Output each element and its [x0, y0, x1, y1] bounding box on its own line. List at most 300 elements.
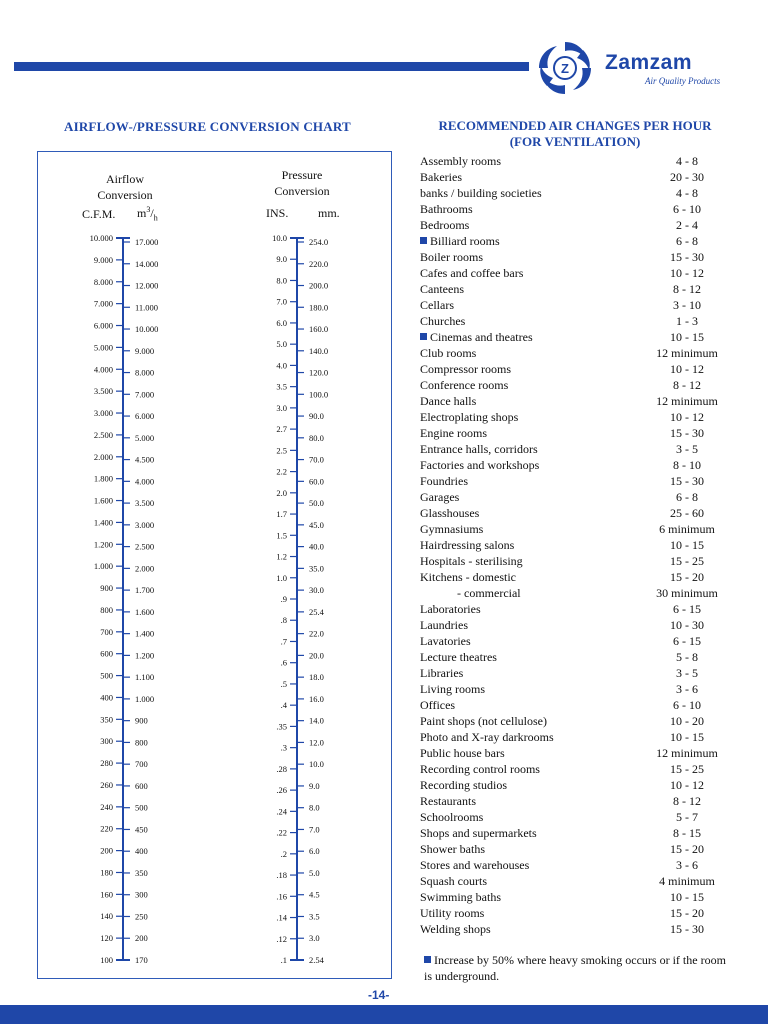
rate-row [420, 905, 730, 921]
rate-row [420, 857, 730, 873]
rate-room-label: Living rooms [420, 682, 485, 696]
rate-value: 6 minimum [659, 522, 715, 536]
rate-room-name [420, 729, 554, 745]
rate-value: 6 - 15 [673, 602, 701, 616]
rate-room-label: Garages [420, 490, 460, 504]
rate-value: 15 - 20 [670, 842, 704, 856]
left-tick-label: 400 [100, 692, 113, 703]
rate-room-name [420, 345, 476, 361]
right-tick-label: 400 [135, 846, 148, 857]
rate-row [420, 921, 730, 937]
right-tick-label: 254.0 [309, 237, 329, 247]
rate-row [420, 697, 730, 713]
left-tick-label: 9.0 [276, 254, 287, 265]
rate-room-name [420, 521, 483, 537]
rate-room-name [420, 905, 484, 921]
right-tick-label: 45.0 [309, 519, 324, 530]
left-tick-label: .6 [280, 657, 287, 668]
rate-room-label: Public house bars [420, 746, 505, 760]
rate-room-name [457, 585, 521, 601]
left-tick-label: .35 [276, 721, 287, 732]
rate-row [420, 281, 730, 297]
left-tick-label: 1.0 [276, 572, 287, 583]
left-tick-label: 240 [100, 801, 113, 812]
right-tick-label: 170 [135, 955, 148, 965]
rate-room-label: Squash courts [420, 874, 487, 888]
rate-room-label: Swimming baths [420, 890, 502, 904]
rate-value: 12 minimum [656, 394, 718, 408]
rate-value: 6 - 10 [673, 202, 701, 216]
right-tick-label: 200 [135, 933, 148, 944]
rate-room-label: Stores and warehouses [420, 858, 530, 872]
rate-room-name [420, 409, 518, 425]
right-tick-label: 6.000 [135, 411, 155, 422]
rate-room-label: Lavatories [420, 634, 471, 648]
right-tick-label: 220.0 [309, 258, 329, 269]
rate-row [420, 409, 730, 425]
rate-room-label: Laboratories [420, 602, 481, 616]
square-bullet-icon [420, 333, 427, 340]
rate-row [420, 297, 730, 313]
rate-value: 4 - 8 [676, 154, 698, 168]
rate-value: 10 - 15 [670, 890, 704, 904]
left-tick-label: .7 [280, 636, 287, 647]
left-tick-label: .28 [276, 763, 287, 774]
rate-value: 10 - 12 [670, 778, 704, 792]
rate-room-name [420, 313, 465, 329]
left-tick-label: 1.400 [93, 517, 113, 528]
rate-room-label: Cafes and coffee bars [420, 266, 524, 280]
rate-value: 6 - 8 [676, 490, 698, 504]
rate-room-label: Laundries [420, 618, 468, 632]
rate-row [420, 889, 730, 905]
air-changes-title-line1: RECOMMENDED AIR CHANGES PER HOUR [438, 118, 712, 133]
right-tick-label: 350 [135, 867, 148, 878]
rate-room-name [420, 217, 469, 233]
rate-room-label: Schoolrooms [420, 810, 484, 824]
right-tick-label: 50.0 [309, 498, 324, 509]
right-tick-label: 450 [135, 824, 148, 835]
rate-value: 30 minimum [656, 586, 718, 600]
left-tick-label: 8.0 [276, 275, 287, 286]
rate-row [420, 505, 730, 521]
rate-row [420, 313, 730, 329]
rate-row [420, 377, 730, 393]
rate-room-label: Foundries [420, 474, 468, 488]
rate-row [420, 521, 730, 537]
right-tick-label: 4.000 [135, 476, 155, 487]
rate-room-name [420, 281, 464, 297]
rate-room-label: Billiard rooms [430, 234, 500, 248]
left-tick-label: 2.500 [93, 429, 113, 440]
rate-room-label: Cinemas and theatres [430, 330, 533, 344]
rate-row [420, 649, 730, 665]
rate-value: 1 - 3 [676, 314, 698, 328]
right-tick-label: 14.000 [135, 258, 159, 269]
left-tick-label: 280 [100, 758, 113, 769]
right-tick-label: 12.000 [135, 280, 159, 291]
left-tick-label: 3.0 [276, 402, 287, 413]
rate-row [420, 841, 730, 857]
rate-row [420, 233, 730, 249]
rate-room-label: Compressor rooms [420, 362, 511, 376]
rate-room-label: Utility rooms [420, 906, 485, 920]
air-changes-title-line2: (FOR VENTILATION) [509, 134, 641, 149]
left-tick-label: 1.600 [93, 495, 113, 506]
rate-room-name [420, 713, 547, 729]
rate-row [420, 553, 730, 569]
rate-room-name [420, 617, 468, 633]
right-tick-label: 7.000 [135, 389, 155, 400]
rate-room-name [420, 329, 533, 345]
rate-room-label: Kitchens - domestic [420, 570, 516, 584]
rate-room-label: banks / building societies [420, 186, 542, 200]
left-tick-label: 1.800 [93, 473, 113, 484]
left-tick-label: .12 [276, 933, 287, 944]
left-tick-label: 1.200 [93, 539, 113, 550]
left-tick-label: 2.5 [276, 445, 287, 456]
rate-room-label: Recording control rooms [420, 762, 540, 776]
rate-value: 15 - 25 [670, 762, 704, 776]
right-tick-label: 5.000 [135, 432, 155, 443]
rate-value: 3 - 6 [676, 682, 698, 696]
right-tick-label: 2.500 [135, 541, 155, 552]
left-tick-label: 2.7 [276, 424, 287, 435]
rate-value: 10 - 15 [670, 538, 704, 552]
left-tick-label: 700 [100, 626, 113, 637]
left-tick-label: .1 [280, 955, 287, 965]
airflow-unit-m3h: $m^3/_h$ [137, 205, 158, 223]
right-tick-label: 16.0 [309, 693, 324, 704]
left-tick-label: 300 [100, 736, 113, 747]
right-tick-label: 1.200 [135, 650, 155, 661]
rate-value: 3 - 6 [676, 858, 698, 872]
rate-room-label: Canteens [420, 282, 464, 296]
rate-room-name [420, 361, 511, 377]
rate-room-name [420, 745, 505, 761]
right-tick-label: 2.54 [309, 955, 324, 965]
right-tick-label: 500 [135, 802, 148, 813]
rate-room-name [420, 601, 481, 617]
rate-value: 5 - 7 [676, 810, 698, 824]
right-tick-label: 10.0 [309, 759, 324, 770]
rate-value: 10 - 12 [670, 266, 704, 280]
right-tick-label: 300 [135, 889, 148, 900]
rate-value: 15 - 20 [670, 570, 704, 584]
rate-room-name [420, 457, 539, 473]
airflow-heading-line2: Conversion [97, 188, 153, 202]
airflow-unit-cfm: C.F.M. [82, 207, 116, 221]
rate-room-name [420, 297, 454, 313]
air-changes-title [405, 118, 745, 150]
rate-row [420, 825, 730, 841]
rate-row [420, 489, 730, 505]
rate-value: 12 minimum [656, 746, 718, 760]
left-tick-label: 140 [100, 911, 113, 922]
rate-value: 10 - 20 [670, 714, 704, 728]
right-tick-label: 4.5 [309, 889, 320, 900]
rate-value: 6 - 10 [673, 698, 701, 712]
rate-row [420, 633, 730, 649]
right-tick-label: 18.0 [309, 672, 324, 683]
rate-room-label: Bakeries [420, 170, 462, 184]
conversion-chart-title: AIRFLOW-/PRESSURE CONVERSION CHART [64, 119, 351, 134]
rate-value: 3 - 10 [673, 298, 701, 312]
rate-room-name [420, 393, 476, 409]
left-tick-label: 5.0 [276, 339, 287, 350]
rate-value: 4 - 8 [676, 186, 698, 200]
right-tick-label: 1.600 [135, 606, 155, 617]
rate-value: 3 - 5 [676, 442, 698, 456]
left-tick-label: 220 [100, 823, 113, 834]
rate-row [420, 345, 730, 361]
rate-room-name [420, 569, 516, 585]
rate-row [420, 713, 730, 729]
left-tick-label: 900 [100, 583, 113, 594]
right-tick-label: 2.000 [135, 563, 155, 574]
rate-room-name [420, 169, 462, 185]
rate-row [420, 473, 730, 489]
rate-room-name [420, 777, 507, 793]
left-tick-label: .2 [280, 848, 287, 859]
rate-row [420, 425, 730, 441]
right-tick-label: 140.0 [309, 345, 329, 356]
rate-room-label: Cellars [420, 298, 454, 312]
left-tick-label: 6.0 [276, 317, 287, 328]
pressure-unit-mm: mm. [318, 206, 340, 220]
rate-room-name [420, 441, 538, 457]
left-tick-label: .3 [280, 742, 287, 753]
rate-room-name [420, 377, 508, 393]
right-tick-label: 9.000 [135, 345, 155, 356]
rate-room-name [420, 697, 455, 713]
rate-value: 25 - 60 [670, 506, 704, 520]
right-tick-label: 200.0 [309, 280, 329, 291]
rate-row [420, 569, 730, 585]
rate-value: 2 - 4 [676, 218, 698, 232]
brand-name: Zamzam [605, 51, 693, 74]
rate-room-label: Factories and workshops [420, 458, 540, 472]
rate-room-name [420, 841, 485, 857]
rate-value: 4 minimum [659, 874, 715, 888]
rate-value: 6 - 15 [673, 634, 701, 648]
rate-room-label: Welding shops [420, 922, 491, 936]
square-bullet-icon [420, 237, 427, 244]
rate-room-label: Gymnasiums [420, 522, 484, 536]
rate-room-name [420, 665, 463, 681]
left-tick-label: 10.0 [272, 233, 287, 243]
right-tick-label: 7.0 [309, 824, 320, 835]
left-tick-label: .22 [276, 827, 287, 838]
rate-value: 10 - 12 [670, 410, 704, 424]
right-tick-label: 70.0 [309, 454, 324, 465]
brand-tagline: Air Quality Products [645, 76, 721, 86]
left-tick-label: .18 [276, 870, 287, 881]
rate-room-label: Lecture theatres [420, 650, 497, 664]
right-tick-label: 80.0 [309, 432, 324, 443]
left-tick-label: 1.5 [276, 530, 287, 541]
rate-row [420, 329, 730, 345]
rate-value: 15 - 20 [670, 906, 704, 920]
rate-row [420, 361, 730, 377]
left-tick-label: 1.2 [276, 551, 287, 562]
rate-room-label: Engine rooms [420, 426, 487, 440]
rate-row [420, 777, 730, 793]
left-tick-label: .24 [276, 806, 287, 817]
rate-room-label: Electroplating shops [420, 410, 519, 424]
right-tick-label: 1.100 [135, 672, 155, 683]
rate-room-name [420, 201, 473, 217]
rate-row [420, 745, 730, 761]
left-tick-label: .9 [280, 594, 287, 604]
rate-room-name [420, 425, 487, 441]
rate-room-name [420, 793, 476, 809]
rate-row [420, 185, 730, 201]
rate-room-label: Boiler rooms [420, 250, 483, 264]
rate-row [420, 217, 730, 233]
rate-room-label: Churches [420, 314, 466, 328]
rate-room-label: Assembly rooms [420, 154, 501, 168]
left-tick-label: 7.0 [276, 296, 287, 307]
left-tick-label: .8 [280, 615, 287, 626]
rate-value: 15 - 25 [670, 554, 704, 568]
rate-row [420, 537, 730, 553]
rate-room-name [420, 649, 497, 665]
rate-room-label: Photo and X-ray darkrooms [420, 730, 554, 744]
rate-room-label: Conference rooms [420, 378, 509, 392]
right-tick-label: 9.0 [309, 780, 320, 791]
right-tick-label: 10.000 [135, 324, 159, 335]
rate-room-label: - commercial [457, 586, 521, 600]
right-tick-label: 1.400 [135, 628, 155, 639]
footer-rule [0, 1005, 768, 1024]
rate-value: 15 - 30 [670, 922, 704, 936]
rate-room-label: Libraries [420, 666, 464, 680]
right-tick-label: 100.0 [309, 389, 329, 400]
rate-room-label: Hairdressing salons [420, 538, 515, 552]
rate-value: 8 - 10 [673, 458, 701, 472]
rate-row [420, 169, 730, 185]
rate-room-name [420, 825, 537, 841]
rate-value: 8 - 15 [673, 826, 701, 840]
unit-m: m [137, 206, 147, 220]
airflow-heading-line1: Airflow [106, 172, 144, 186]
rate-row [420, 153, 730, 169]
rate-room-name [420, 537, 514, 553]
right-tick-label: 120.0 [309, 367, 329, 378]
left-tick-label: .14 [276, 912, 287, 923]
rate-row [420, 601, 730, 617]
left-tick-label: 2.2 [276, 466, 287, 477]
rate-room-label: Offices [420, 698, 456, 712]
right-tick-label: 160.0 [309, 324, 329, 335]
right-tick-label: 6.0 [309, 846, 320, 857]
rate-row [420, 873, 730, 889]
rate-room-label: Bedrooms [420, 218, 470, 232]
left-tick-label: 800 [100, 604, 113, 615]
rate-room-name [420, 857, 529, 873]
left-tick-label: 3.000 [93, 408, 113, 419]
right-tick-label: 1.700 [135, 585, 155, 596]
rate-room-name [420, 873, 487, 889]
rate-room-label: Glasshouses [420, 506, 480, 520]
rate-room-name [420, 921, 491, 937]
right-tick-label: 40.0 [309, 541, 324, 552]
rate-room-label: Bathrooms [420, 202, 473, 216]
left-tick-label: 500 [100, 670, 113, 681]
right-tick-label: 3.500 [135, 498, 155, 509]
left-tick-label: 160 [100, 889, 113, 900]
rate-value: 12 minimum [656, 346, 718, 360]
right-tick-label: 90.0 [309, 411, 324, 422]
unit-sub: h [153, 213, 158, 223]
rate-room-name [420, 489, 459, 505]
left-tick-label: 9.000 [93, 254, 113, 265]
right-tick-label: 800 [135, 737, 148, 748]
right-tick-label: 700 [135, 759, 148, 770]
pressure-unit-ins: INS. [266, 206, 289, 220]
rate-room-name [420, 249, 483, 265]
rate-room-name [420, 505, 479, 521]
right-tick-label: 30.0 [309, 585, 324, 596]
rate-value: 15 - 30 [670, 250, 704, 264]
left-tick-label: 350 [100, 714, 113, 725]
right-tick-label: 8.000 [135, 367, 155, 378]
right-tick-label: 17.000 [135, 237, 159, 247]
rate-room-name [420, 553, 523, 569]
left-tick-label: .5 [280, 678, 287, 689]
rate-room-label: Shops and supermarkets [420, 826, 537, 840]
page-number: -14- [368, 988, 390, 1002]
rate-room-label: Dance halls [420, 394, 477, 408]
unit-sup: 3 [146, 205, 151, 214]
right-tick-label: 3.5 [309, 911, 320, 922]
rate-row [420, 585, 730, 601]
rate-row [420, 617, 730, 633]
left-tick-label: 8.000 [93, 276, 113, 287]
rate-room-name [420, 153, 501, 169]
rate-room-name [420, 185, 542, 201]
rate-row [420, 809, 730, 825]
rate-row [420, 793, 730, 809]
right-tick-label: 600 [135, 780, 148, 791]
left-tick-label: 1.000 [93, 561, 113, 572]
left-tick-label: 200 [100, 845, 113, 856]
rate-row [420, 681, 730, 697]
right-tick-label: 3.000 [135, 519, 155, 530]
rate-room-name [420, 809, 483, 825]
rate-room-label: Recording studios [420, 778, 507, 792]
rate-room-name [420, 681, 485, 697]
rate-value: 8 - 12 [673, 282, 701, 296]
left-tick-label: 180 [100, 867, 113, 878]
rate-value: 15 - 30 [670, 474, 704, 488]
rate-row [420, 265, 730, 281]
left-tick-label: 1.7 [276, 509, 287, 520]
rate-row [420, 441, 730, 457]
right-tick-label: 35.0 [309, 563, 324, 574]
rate-room-label: Entrance halls, corridors [420, 442, 538, 456]
footnote-text: Increase by 50% where heavy smoking occurs or if the room is underground. [424, 953, 726, 983]
rate-room-name [420, 633, 471, 649]
rate-room-label: Restaurants [420, 794, 476, 808]
rate-row [420, 201, 730, 217]
left-tick-label: 7.000 [93, 298, 113, 309]
left-tick-label: 4.0 [276, 360, 287, 371]
logo-letter: Z [561, 61, 569, 76]
rate-row [420, 457, 730, 473]
rate-row [420, 665, 730, 681]
